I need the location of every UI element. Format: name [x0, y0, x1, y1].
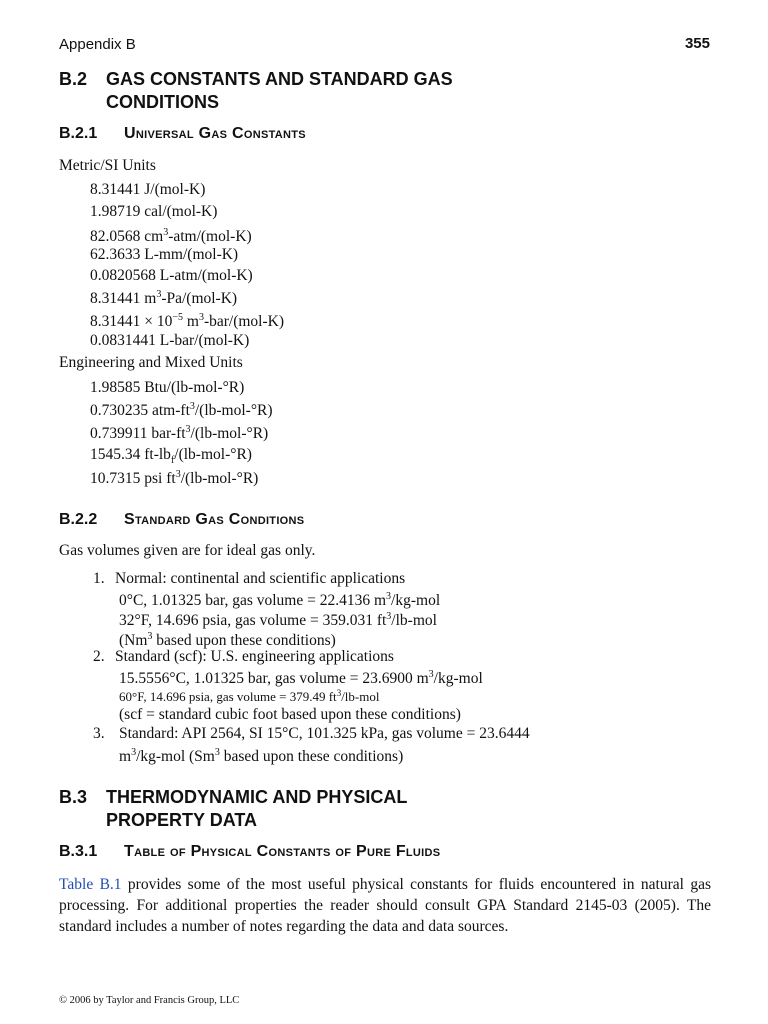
- condition-line: $m^3/kg$-mol (Sm$^3$ based upon these conditions): [119, 747, 404, 765]
- condition-line: (scf = standard cubic foot based upon these conditions): [119, 706, 461, 723]
- subsection-number: B.3.1: [59, 843, 98, 860]
- running-header: Appendix B: [59, 36, 136, 53]
- list-item-text: Standard (scf): U.S. engineering applications: [115, 648, 394, 665]
- list-number: 3.: [93, 725, 105, 742]
- subsection-title: Standard Gas Conditions: [124, 511, 305, 528]
- subsection-number: B.2.1: [59, 125, 98, 142]
- condition-line: 15.5556°C, 1.01325 bar, gas volume = 23.6900 $m^3/kg$-mol: [119, 669, 483, 687]
- subsection-number: B.2.2: [59, 511, 98, 528]
- subsection-heading-b31: [59, 843, 440, 861]
- section-title-line1: GAS CONSTANTS AND STANDARD GAS: [106, 69, 453, 89]
- metric-constant: $8.31441 \times 10^{-5}$ $m^3-bar/(mol-K)$: [90, 312, 285, 330]
- body-paragraph: [59, 874, 711, 937]
- subsection-title: Table of Physical Constants of Pure Fluids: [124, 843, 441, 860]
- engineering-constant: 1545.34 $ft-lb_f/(lb-mol-^\circ R)$: [90, 446, 252, 467]
- condition-line: 60°F, 14.696 psia, gas volume = 379.49 $ft^3/lb$-mol: [119, 688, 380, 704]
- condition-line: (Nm$^3$ based upon these conditions): [119, 631, 336, 649]
- engineering-constant: 10.7315 psi $ft^3/(lb-mol-^\circ R)$: [90, 469, 259, 487]
- table-link[interactable]: Table B.1: [59, 876, 122, 893]
- subsection-title: Universal Gas Constants: [124, 125, 306, 142]
- section-title-line2: PROPERTY DATA: [106, 810, 258, 830]
- metric-constant: 62.3633 L-mm/(mol-K): [90, 246, 239, 263]
- metric-constant: 0.0820568 L-atm/(mol-K): [90, 267, 253, 284]
- condition-line: 32°F, 14.696 psia, gas volume = 359.031 $ft^3/lb$-mol: [119, 611, 437, 629]
- list-item-text: Standard: API 2564, SI 15°C, 101.325 kPa, gas volume = 23.6444: [119, 725, 530, 742]
- paragraph-text: provides some of the most useful physical constants for fluids encountered in natural gas processing. For additional properties the reader should consult GPA Standard 2145-03 (2005). The standard includes a number of notes regarding the data and data sources.: [59, 876, 711, 935]
- section-title-line1: THERMODYNAMIC AND PHYSICAL: [106, 787, 408, 807]
- engineering-constant: 0.739911 bar-$ft^3/(lb-mol-^\circ R)$: [90, 424, 269, 442]
- list-number: 1.: [93, 570, 105, 587]
- page-number: 355: [684, 35, 710, 52]
- metric-constant: 1.98719 cal/(mol-K): [90, 203, 218, 220]
- copyright-footer: © 2006 by Taylor and Francis Group, LLC: [59, 995, 240, 1006]
- section-number: B.2: [59, 69, 88, 89]
- engineering-constant: 0.730235 atm-$ft^3/(lb-mol-^\circ R)$: [90, 401, 273, 419]
- subsection-heading-b22: [59, 511, 304, 529]
- list-number: 2.: [93, 648, 105, 665]
- metric-constant: 0.0831441 L-bar/(mol-K): [90, 332, 250, 349]
- list-item-text: Normal: continental and scientific applications: [115, 570, 406, 587]
- section-number: B.3: [59, 787, 88, 807]
- condition-line: 0°C, 1.01325 bar, gas volume = 22.4136 $m^3/kg$-mol: [119, 591, 441, 609]
- metric-constant: 82.0568 $cm^3-atm/(mol-K)$: [90, 227, 252, 245]
- metric-constant: 8.31441 $m^3-Pa/(mol-K)$: [90, 289, 238, 307]
- section-title-line2: CONDITIONS: [106, 92, 220, 112]
- standard-intro: Gas volumes given are for ideal gas only.: [59, 542, 316, 559]
- engineering-constant: 1.98585 Btu/(lb-mol-°R): [90, 379, 245, 396]
- section-heading-b3: [59, 786, 407, 832]
- subsection-heading-b21: [59, 125, 306, 143]
- metric-units-heading: Metric/SI Units: [59, 157, 156, 174]
- metric-constant: 8.31441 J/(mol-K): [90, 181, 206, 198]
- engineering-units-heading: Engineering and Mixed Units: [59, 354, 243, 371]
- section-heading-b2: [59, 68, 453, 114]
